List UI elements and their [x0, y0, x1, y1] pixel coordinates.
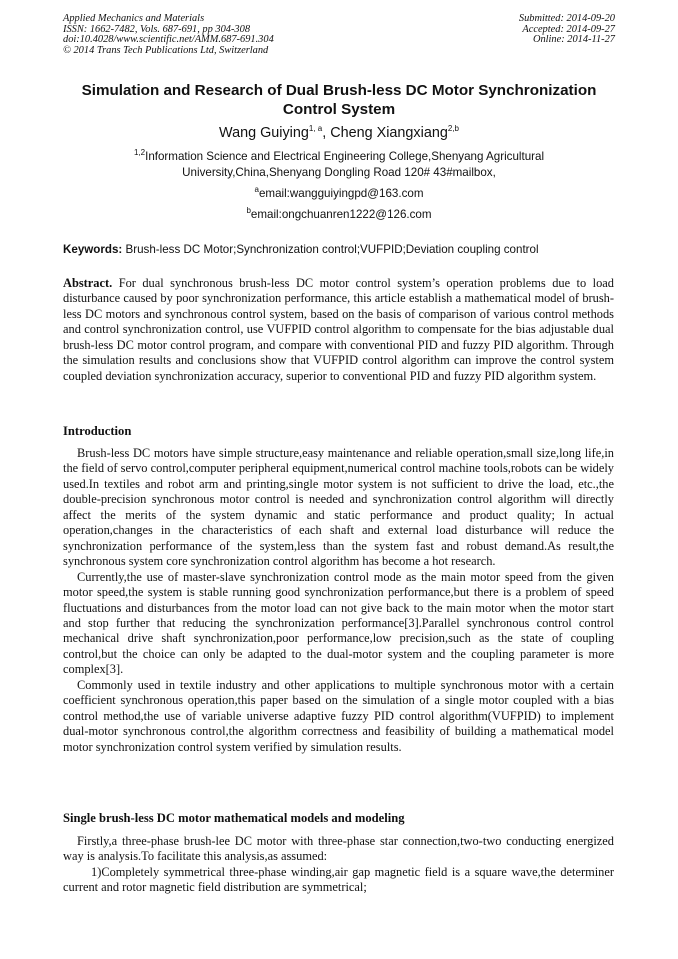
copyright: © 2014 Trans Tech Publications Ltd, Switzerland [63, 44, 269, 56]
email-b [60, 207, 618, 223]
accepted-date: Accepted: 2014-09-27 [522, 23, 615, 35]
email-a [60, 186, 618, 202]
section-heading-single-motor: Single brush-less DC motor mathematical models and modeling [63, 811, 405, 825]
affiliation-line-1: Information Science and Electrical Engineering College,Shenyang Agricultural [145, 150, 545, 163]
affiliation-line-2: University,China,Shenyang Dongling Road 120# 43#mailbox, [182, 165, 496, 179]
title-line-2: Control System [282, 100, 396, 118]
journal-info [63, 14, 274, 56]
intro-paragraph-3: Commonly used in textile industry and other applications to multiple synchronous motor with a certain coefficient synchronous operation,this paper based on the simulation of a single motor coupled with a bias control method,the use of variable universe adaptive fuzzy PID control algorithm(VUFPID) to implement dual-motor synchronous control,the algorithm correctness and feasibility of building a mathematical model motor synchronization control system verified by simulation results. [63, 677, 614, 754]
abstract-text: For dual synchronous brush-less DC motor control system’s operation problems due to load disturbance caused by poor synchronization performance, this article establish a mathematical model of brush-less DC motors and synchronous control system, based on the basis of comparison of various control methods and control synchronization control, use VUFPID control algorithm to compensate for the bias adjustable dual brush-less DC motor control program, and compare with conventional PID and fuzzy PID algorithm. Through the simulation results and conclusions show that VUFPID control algorithm can improve the control system coupled deviation synchronization accuracy, superior to conventional PID and fuzzy PID algorithm system. [63, 276, 614, 383]
issn: ISSN: 1662-7482, Vols. 687-691, pp 304-308 [63, 23, 251, 35]
affiliation-marker: 1,2 [133, 148, 146, 158]
author-2-affiliation: 2,b [447, 124, 459, 134]
keywords-label: Keywords: [63, 243, 123, 256]
author-1-affiliation: 1, a [308, 124, 323, 134]
author-separator: , [322, 125, 331, 141]
paper-title [50, 82, 628, 119]
intro-paragraph-2: Currently,the use of master-slave synchronization control mode as the main motor speed from the given motor speed,the system is stable running good synchronization performance,but there is a problem of speed fluctuations and disturbances from the motor load can not give back to the main motor when the motor start and stop further that reducing the synchronization performance[3].Parallel synchronous control control mechanical drive shaft synchronization,poor performance,low precision,such as the state of coupling control,but the choice can only be adapted to the dual-motor system and the coupling parameter is more complex[3]. [63, 569, 614, 677]
journal-name: Applied Mechanics and Materials [63, 13, 205, 24]
single-motor-section [63, 834, 614, 896]
abstract [63, 276, 614, 384]
affiliation [60, 149, 618, 180]
single-paragraph-2: 1)Completely symmetrical three-phase winding,air gap magnetic field is a square wave,the determiner current and rotor magnetic field distribution are symmetrical; [63, 864, 614, 895]
email-a-address: email:wangguiyingpd@163.com [258, 187, 424, 200]
publication-dates [519, 14, 615, 46]
author-list [50, 124, 628, 142]
section-heading-introduction: Introduction [63, 424, 132, 438]
doi: doi:10.4028/www.scientific.net/AMM.687-691.304 [63, 34, 274, 46]
keywords [63, 242, 623, 257]
keywords-text: Brush-less DC Motor;Synchronization control;VUFPID;Deviation coupling control [125, 243, 539, 256]
submitted-date: Submitted: 2014-09-20 [518, 13, 615, 24]
author-2: Cheng Xiangxiang [330, 125, 448, 141]
title-line-1: Simulation and Research of Dual Brush-less DC Motor Synchronization [81, 82, 597, 99]
introduction-section [63, 446, 614, 755]
online-date: Online: 2014-11-27 [532, 34, 615, 46]
single-paragraph-1: Firstly,a three-phase brush-lee DC motor with three-phase star connection,two-two conducting energized way is analysis.To facilitate this analysis,as assumed: [63, 834, 614, 864]
email-a-marker: a [254, 185, 259, 195]
email-b-marker: b [246, 206, 251, 216]
author-1: Wang Guiying [219, 125, 309, 141]
intro-paragraph-1: Brush-less DC motors have simple structure,easy maintenance and reliable operation,small size,long life,in the field of servo control,computer peripheral equipment,numerical control machine tools,robots can be widely used.In textiles and robot arm and printing,single motor system is not sufficient to drive the load, etc.,the double-precision synchronous motor control is needed and synchronization control algorithm will directly affect the merits of the system dynamic and static performance and product quality; In actual operation,changes in the characteristics of each shaft and external load disturbance will reduce the synchronization performance of the system,less than the system fast and robust demand.As result,the synchronous system core synchronization control algorithm has become a hot research. [63, 446, 614, 569]
abstract-label: Abstract. [63, 276, 113, 290]
email-b-address: email:ongchuanren1222@126.com [250, 208, 432, 221]
